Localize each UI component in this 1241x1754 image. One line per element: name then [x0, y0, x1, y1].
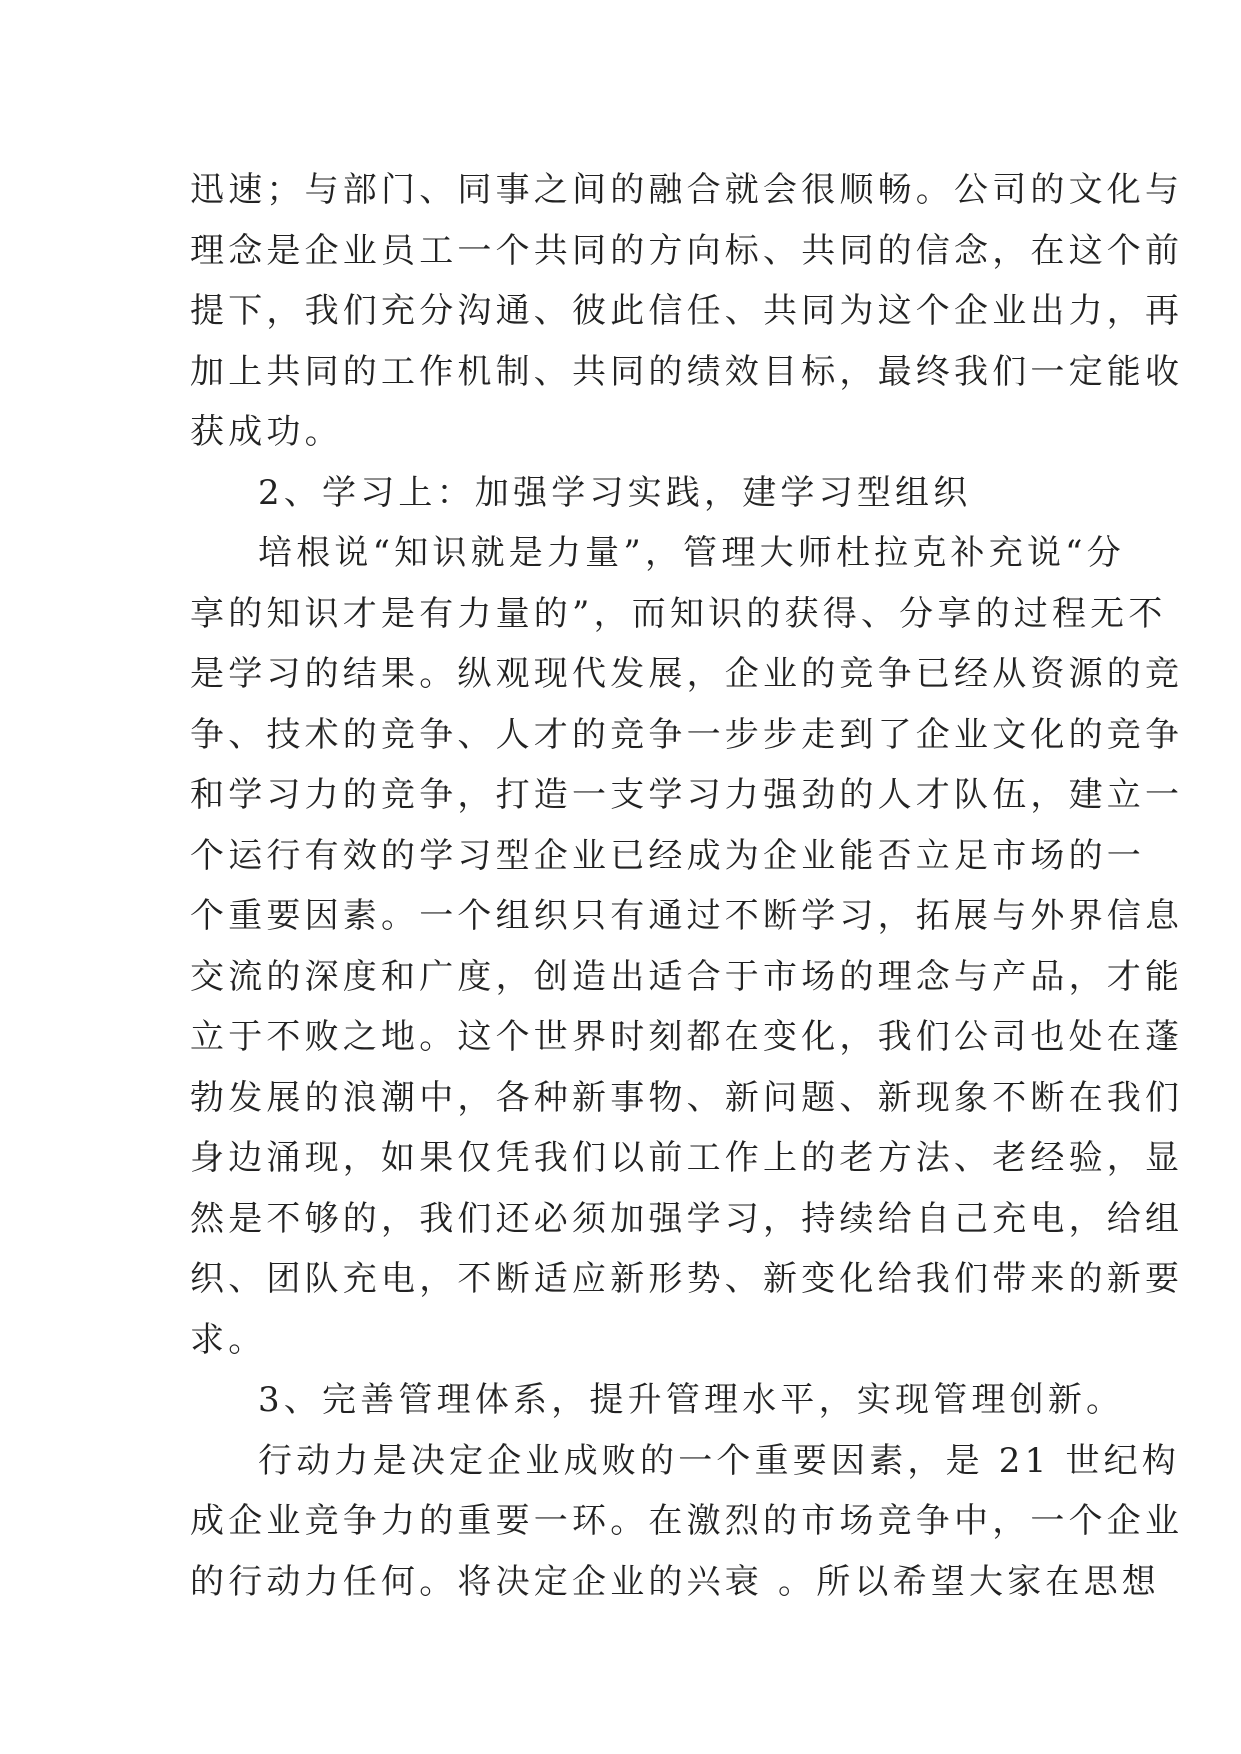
text-line: 和学习力的竞争，打造一支学习力强劲的人才队伍，建立一	[190, 775, 1184, 815]
text-line: 交流的深度和广度，创造出适合于市场的理念与产品，才能	[190, 956, 1184, 997]
text-line: 争、技术的竞争、人才的竞争一步步走到了企业文化的竞争	[190, 714, 1184, 755]
text-line: 2、学习上：加强学习实践，建学习型组织	[258, 472, 972, 513]
text-line: 培根说“知识就是力量”，管理大师杜拉克补充说“分	[258, 533, 1125, 573]
text-line: 是学习的结果。纵观现代发展，企业的竞争已经从资源的竞	[190, 654, 1184, 694]
text-line: 个运行有效的学习型企业已经成为企业能否立足市场的一	[190, 835, 1145, 876]
text-line: 求。	[190, 1319, 267, 1360]
text-line: 理念是企业员工一个共同的方向标、共同的信念，在这个前	[190, 230, 1184, 271]
text-line: 3、完善管理体系，提升管理水平，实现管理创新。	[258, 1380, 1125, 1420]
document-body	[190, 160, 1184, 1612]
text-line: 立于不败之地。这个世界时刻都在变化，我们公司也处在蓬	[190, 1017, 1184, 1057]
text-line: 加上共同的工作机制、共同的绩效目标，最终我们一定能收	[190, 351, 1184, 392]
text-line: 行动力是决定企业成败的一个重要因素，是 21 世纪构	[258, 1440, 1181, 1481]
text-line: 然是不够的，我们还必须加强学习，持续给自己充电，给组	[190, 1198, 1184, 1239]
text-line: 提下，我们充分沟通、彼此信任、共同为这个企业出力，再	[190, 291, 1184, 331]
text-line: 织、团队充电，不断适应新形势、新变化给我们带来的新要	[190, 1259, 1184, 1299]
text-line: 身边涌现，如果仅凭我们以前工作上的老方法、老经验，显	[190, 1138, 1184, 1178]
text-line: 个重要因素。一个组织只有通过不断学习，拓展与外界信息	[190, 896, 1184, 936]
text-line: 迅速；与部门、同事之间的融合就会很顺畅。公司的文化与	[190, 170, 1184, 210]
text-line: 享的知识才是有力量的”，而知识的获得、分享的过程无不	[190, 593, 1167, 634]
text-line: 勃发展的浪潮中，各种新事物、新问题、新现象不断在我们	[190, 1077, 1184, 1118]
text-line: 的行动力任何。将决定企业的兴衰 。所以希望大家在思想	[190, 1561, 1161, 1602]
text-line: 成企业竞争力的重要一环。在激烈的市场竞争中，一个企业	[190, 1501, 1184, 1541]
text-line: 获成功。	[190, 412, 343, 452]
